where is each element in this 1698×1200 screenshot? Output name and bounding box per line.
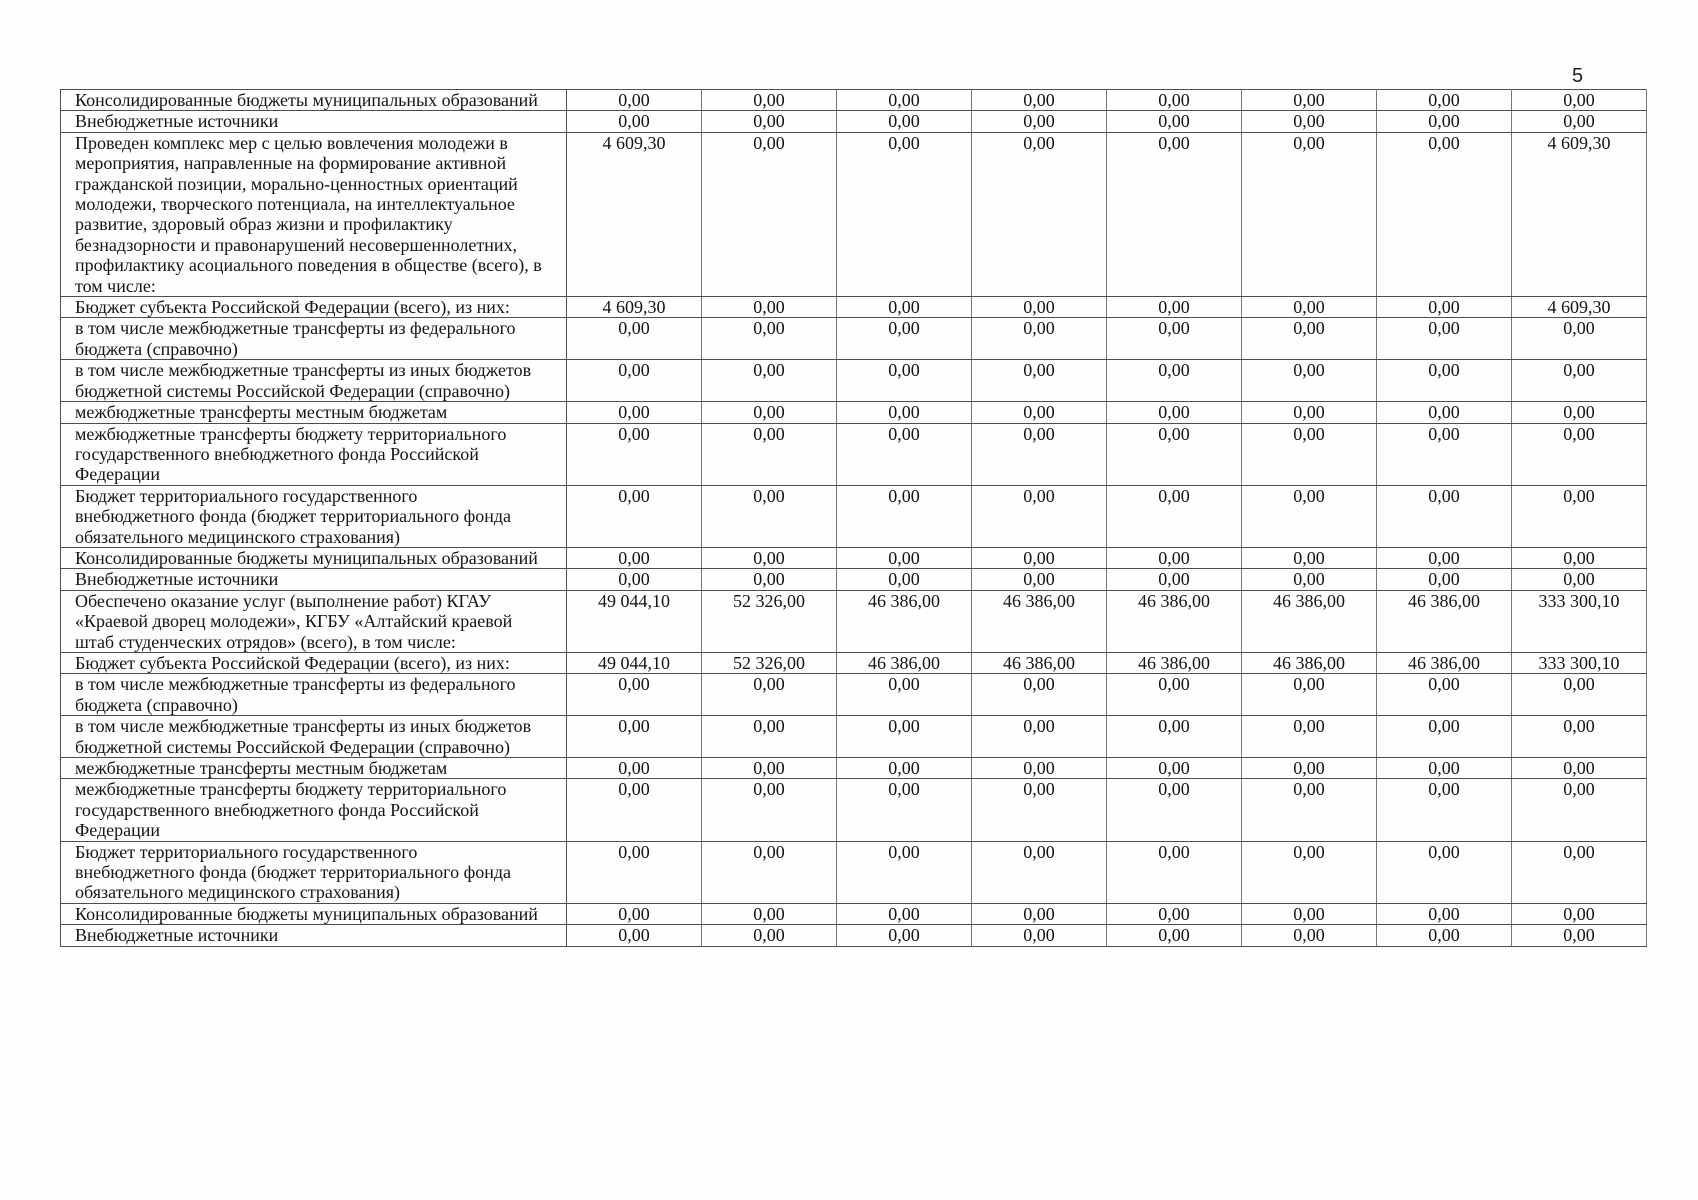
value-cell: 46 386,00: [1107, 590, 1242, 652]
value-cell: 0,00: [837, 925, 972, 946]
value-cell: 0,00: [567, 569, 702, 590]
value-cell: 0,00: [1377, 758, 1512, 779]
value-cell: 0,00: [1107, 674, 1242, 716]
value-cell: 46 386,00: [837, 652, 972, 673]
value-cell: 0,00: [702, 716, 837, 758]
value-cell: 0,00: [972, 674, 1107, 716]
row-label: Бюджет территориального государственного внебюджетного фонда (бюджет территориального фонда обязательного медицинского страхования): [61, 485, 567, 547]
value-cell: 333 300,10: [1512, 652, 1647, 673]
value-cell: 0,00: [837, 402, 972, 423]
value-cell: 0,00: [1107, 423, 1242, 485]
value-cell: 0,00: [1512, 423, 1647, 485]
value-cell: 0,00: [702, 423, 837, 485]
page-number: 5: [1572, 65, 1584, 87]
table-row: [61, 318, 1647, 360]
value-cell: 0,00: [1377, 547, 1512, 568]
value-cell: 49 044,10: [567, 652, 702, 673]
value-cell: 0,00: [1512, 547, 1647, 568]
value-cell: 46 386,00: [1242, 590, 1377, 652]
row-label: межбюджетные трансферты местным бюджетам: [61, 402, 567, 423]
value-cell: 0,00: [1377, 569, 1512, 590]
value-cell: 0,00: [1512, 925, 1647, 946]
value-cell: 0,00: [702, 547, 837, 568]
value-cell: 0,00: [1242, 925, 1377, 946]
value-cell: 0,00: [1107, 485, 1242, 547]
row-label: в том числе межбюджетные трансферты из федерального бюджета (справочно): [61, 318, 567, 360]
value-cell: 0,00: [837, 318, 972, 360]
value-cell: 0,00: [1512, 779, 1647, 841]
value-cell: 0,00: [972, 716, 1107, 758]
table-row: [61, 569, 1647, 590]
value-cell: 0,00: [1512, 841, 1647, 903]
value-cell: 0,00: [1512, 360, 1647, 402]
value-cell: 0,00: [837, 674, 972, 716]
value-cell: 0,00: [702, 111, 837, 132]
value-cell: 0,00: [837, 132, 972, 296]
value-cell: 0,00: [972, 485, 1107, 547]
value-cell: 0,00: [837, 716, 972, 758]
value-cell: 0,00: [1377, 318, 1512, 360]
value-cell: 0,00: [1512, 485, 1647, 547]
value-cell: 0,00: [837, 360, 972, 402]
value-cell: 4 609,30: [1512, 132, 1647, 296]
value-cell: 0,00: [1512, 758, 1647, 779]
value-cell: 0,00: [837, 841, 972, 903]
value-cell: 0,00: [1512, 674, 1647, 716]
table-row: [61, 841, 1647, 903]
row-label: Внебюджетные источники: [61, 925, 567, 946]
value-cell: 0,00: [1107, 903, 1242, 924]
value-cell: 0,00: [702, 90, 837, 111]
value-cell: 0,00: [1512, 318, 1647, 360]
value-cell: 0,00: [1377, 111, 1512, 132]
table-row: [61, 903, 1647, 924]
table-row: [61, 402, 1647, 423]
row-label: Внебюджетные источники: [61, 111, 567, 132]
budget-table: [60, 89, 1647, 947]
value-cell: 0,00: [1242, 360, 1377, 402]
value-cell: 0,00: [1377, 485, 1512, 547]
value-cell: 0,00: [837, 111, 972, 132]
value-cell: 0,00: [567, 318, 702, 360]
table-row: [61, 716, 1647, 758]
value-cell: 0,00: [1512, 569, 1647, 590]
value-cell: 0,00: [1242, 297, 1377, 318]
value-cell: 0,00: [1377, 90, 1512, 111]
value-cell: 0,00: [837, 90, 972, 111]
table-row: [61, 423, 1647, 485]
value-cell: 0,00: [1377, 297, 1512, 318]
value-cell: 0,00: [972, 547, 1107, 568]
value-cell: 0,00: [837, 297, 972, 318]
value-cell: 0,00: [1377, 841, 1512, 903]
table-row: [61, 758, 1647, 779]
value-cell: 0,00: [567, 779, 702, 841]
value-cell: 4 609,30: [567, 132, 702, 296]
value-cell: 0,00: [1107, 569, 1242, 590]
value-cell: 0,00: [1107, 779, 1242, 841]
value-cell: 0,00: [1377, 903, 1512, 924]
value-cell: 0,00: [702, 779, 837, 841]
value-cell: 0,00: [567, 925, 702, 946]
value-cell: 0,00: [567, 423, 702, 485]
value-cell: 0,00: [1242, 903, 1377, 924]
value-cell: 46 386,00: [1377, 590, 1512, 652]
value-cell: 0,00: [702, 360, 837, 402]
value-cell: 0,00: [567, 758, 702, 779]
value-cell: 0,00: [702, 402, 837, 423]
value-cell: 0,00: [1242, 674, 1377, 716]
value-cell: 46 386,00: [1377, 652, 1512, 673]
value-cell: 0,00: [567, 360, 702, 402]
value-cell: 0,00: [837, 758, 972, 779]
value-cell: 0,00: [1107, 111, 1242, 132]
value-cell: 0,00: [1107, 90, 1242, 111]
row-label: Бюджет территориального государственного внебюджетного фонда (бюджет территориального фонда обязательного медицинского страхования): [61, 841, 567, 903]
value-cell: 0,00: [972, 90, 1107, 111]
value-cell: 0,00: [702, 297, 837, 318]
value-cell: 46 386,00: [837, 590, 972, 652]
value-cell: 0,00: [1107, 402, 1242, 423]
row-label: Бюджет субъекта Российской Федерации (всего), из них:: [61, 297, 567, 318]
value-cell: 4 609,30: [1512, 297, 1647, 318]
table-row: [61, 297, 1647, 318]
value-cell: 0,00: [1107, 297, 1242, 318]
value-cell: 0,00: [1377, 925, 1512, 946]
value-cell: 0,00: [567, 90, 702, 111]
value-cell: 0,00: [1107, 360, 1242, 402]
value-cell: 0,00: [1242, 547, 1377, 568]
value-cell: 0,00: [1377, 132, 1512, 296]
value-cell: 0,00: [702, 318, 837, 360]
value-cell: 0,00: [1107, 547, 1242, 568]
value-cell: 0,00: [1242, 716, 1377, 758]
value-cell: 0,00: [1377, 779, 1512, 841]
row-label: Консолидированные бюджеты муниципальных образований: [61, 90, 567, 111]
value-cell: 0,00: [837, 485, 972, 547]
value-cell: 0,00: [1242, 423, 1377, 485]
value-cell: 0,00: [1242, 111, 1377, 132]
value-cell: 0,00: [702, 569, 837, 590]
value-cell: 0,00: [702, 925, 837, 946]
value-cell: 0,00: [1242, 485, 1377, 547]
value-cell: 0,00: [972, 111, 1107, 132]
table-row: [61, 779, 1647, 841]
value-cell: 0,00: [702, 674, 837, 716]
value-cell: 0,00: [1107, 758, 1242, 779]
value-cell: 0,00: [567, 547, 702, 568]
table-row: [61, 485, 1647, 547]
row-label: Обеспечено оказание услуг (выполнение работ) КГАУ «Краевой дворец молодежи», КГБУ «Алтайский краевой штаб студенческих отрядов» (всего), в том числе:: [61, 590, 567, 652]
value-cell: 0,00: [1242, 318, 1377, 360]
value-cell: 0,00: [1377, 402, 1512, 423]
value-cell: 0,00: [567, 485, 702, 547]
row-label: Проведен комплекс мер с целью вовлечения молодежи в мероприятия, направленные на формирование активной гражданской позиции, морально-ценностных ориентаций молодежи, творческого потенциала, на интеллектуальное развитие, здоровый образ жизни и профилактику безнадзорности и правонарушений несовершеннолетних, профилактику асоциального поведения в обществе (всего), в том числе:: [61, 132, 567, 296]
value-cell: 0,00: [972, 402, 1107, 423]
value-cell: 0,00: [972, 758, 1107, 779]
row-label: в том числе межбюджетные трансферты из федерального бюджета (справочно): [61, 674, 567, 716]
value-cell: 0,00: [567, 111, 702, 132]
value-cell: 46 386,00: [1242, 652, 1377, 673]
table-row: [61, 360, 1647, 402]
table-row: [61, 590, 1647, 652]
value-cell: 0,00: [702, 132, 837, 296]
value-cell: 0,00: [567, 903, 702, 924]
value-cell: 0,00: [837, 903, 972, 924]
value-cell: 52 326,00: [702, 590, 837, 652]
row-label: в том числе межбюджетные трансферты из иных бюджетов бюджетной системы Российской Федерации (справочно): [61, 716, 567, 758]
value-cell: 0,00: [1107, 841, 1242, 903]
value-cell: 0,00: [972, 360, 1107, 402]
value-cell: 0,00: [972, 903, 1107, 924]
value-cell: 46 386,00: [972, 590, 1107, 652]
value-cell: 333 300,10: [1512, 590, 1647, 652]
value-cell: 0,00: [1242, 569, 1377, 590]
value-cell: 0,00: [1377, 360, 1512, 402]
row-label: межбюджетные трансферты бюджету территориального государственного внебюджетного фонда Российской Федерации: [61, 779, 567, 841]
table-row: [61, 547, 1647, 568]
value-cell: 0,00: [1512, 111, 1647, 132]
value-cell: 0,00: [1377, 716, 1512, 758]
value-cell: 0,00: [702, 841, 837, 903]
row-label: межбюджетные трансферты местным бюджетам: [61, 758, 567, 779]
value-cell: 0,00: [1242, 132, 1377, 296]
row-label: Внебюджетные источники: [61, 569, 567, 590]
value-cell: 0,00: [1107, 132, 1242, 296]
value-cell: 0,00: [972, 423, 1107, 485]
table-row: [61, 111, 1647, 132]
value-cell: 0,00: [972, 132, 1107, 296]
value-cell: 0,00: [1107, 716, 1242, 758]
value-cell: 0,00: [1512, 716, 1647, 758]
value-cell: 0,00: [702, 758, 837, 779]
value-cell: 0,00: [972, 779, 1107, 841]
row-label: Консолидированные бюджеты муниципальных образований: [61, 547, 567, 568]
value-cell: 0,00: [972, 925, 1107, 946]
value-cell: 0,00: [1107, 318, 1242, 360]
value-cell: 0,00: [837, 779, 972, 841]
table-row: [61, 132, 1647, 296]
value-cell: 0,00: [972, 841, 1107, 903]
value-cell: 0,00: [972, 569, 1107, 590]
value-cell: 0,00: [837, 569, 972, 590]
table-row: [61, 925, 1647, 946]
value-cell: 0,00: [1242, 779, 1377, 841]
value-cell: 0,00: [1242, 841, 1377, 903]
value-cell: 0,00: [567, 716, 702, 758]
value-cell: 0,00: [567, 674, 702, 716]
table-row: [61, 674, 1647, 716]
row-label: межбюджетные трансферты бюджету территориального государственного внебюджетного фонда Российской Федерации: [61, 423, 567, 485]
table-row: [61, 652, 1647, 673]
value-cell: 0,00: [972, 318, 1107, 360]
value-cell: 0,00: [702, 903, 837, 924]
value-cell: 0,00: [1512, 90, 1647, 111]
value-cell: 0,00: [567, 402, 702, 423]
value-cell: 0,00: [567, 841, 702, 903]
value-cell: 4 609,30: [567, 297, 702, 318]
value-cell: 49 044,10: [567, 590, 702, 652]
value-cell: 0,00: [1377, 423, 1512, 485]
value-cell: 0,00: [1377, 674, 1512, 716]
table-row: [61, 90, 1647, 111]
table-body: [61, 90, 1647, 947]
row-label: в том числе межбюджетные трансферты из иных бюджетов бюджетной системы Российской Федерации (справочно): [61, 360, 567, 402]
value-cell: 0,00: [1107, 925, 1242, 946]
value-cell: 46 386,00: [972, 652, 1107, 673]
value-cell: 0,00: [837, 547, 972, 568]
value-cell: 52 326,00: [702, 652, 837, 673]
value-cell: 0,00: [1512, 402, 1647, 423]
value-cell: 0,00: [1242, 402, 1377, 423]
value-cell: 0,00: [702, 485, 837, 547]
value-cell: 0,00: [1242, 90, 1377, 111]
value-cell: 0,00: [837, 423, 972, 485]
value-cell: 0,00: [1512, 903, 1647, 924]
value-cell: 46 386,00: [1107, 652, 1242, 673]
value-cell: 0,00: [972, 297, 1107, 318]
row-label: Бюджет субъекта Российской Федерации (всего), из них:: [61, 652, 567, 673]
row-label: Консолидированные бюджеты муниципальных образований: [61, 903, 567, 924]
value-cell: 0,00: [1242, 758, 1377, 779]
